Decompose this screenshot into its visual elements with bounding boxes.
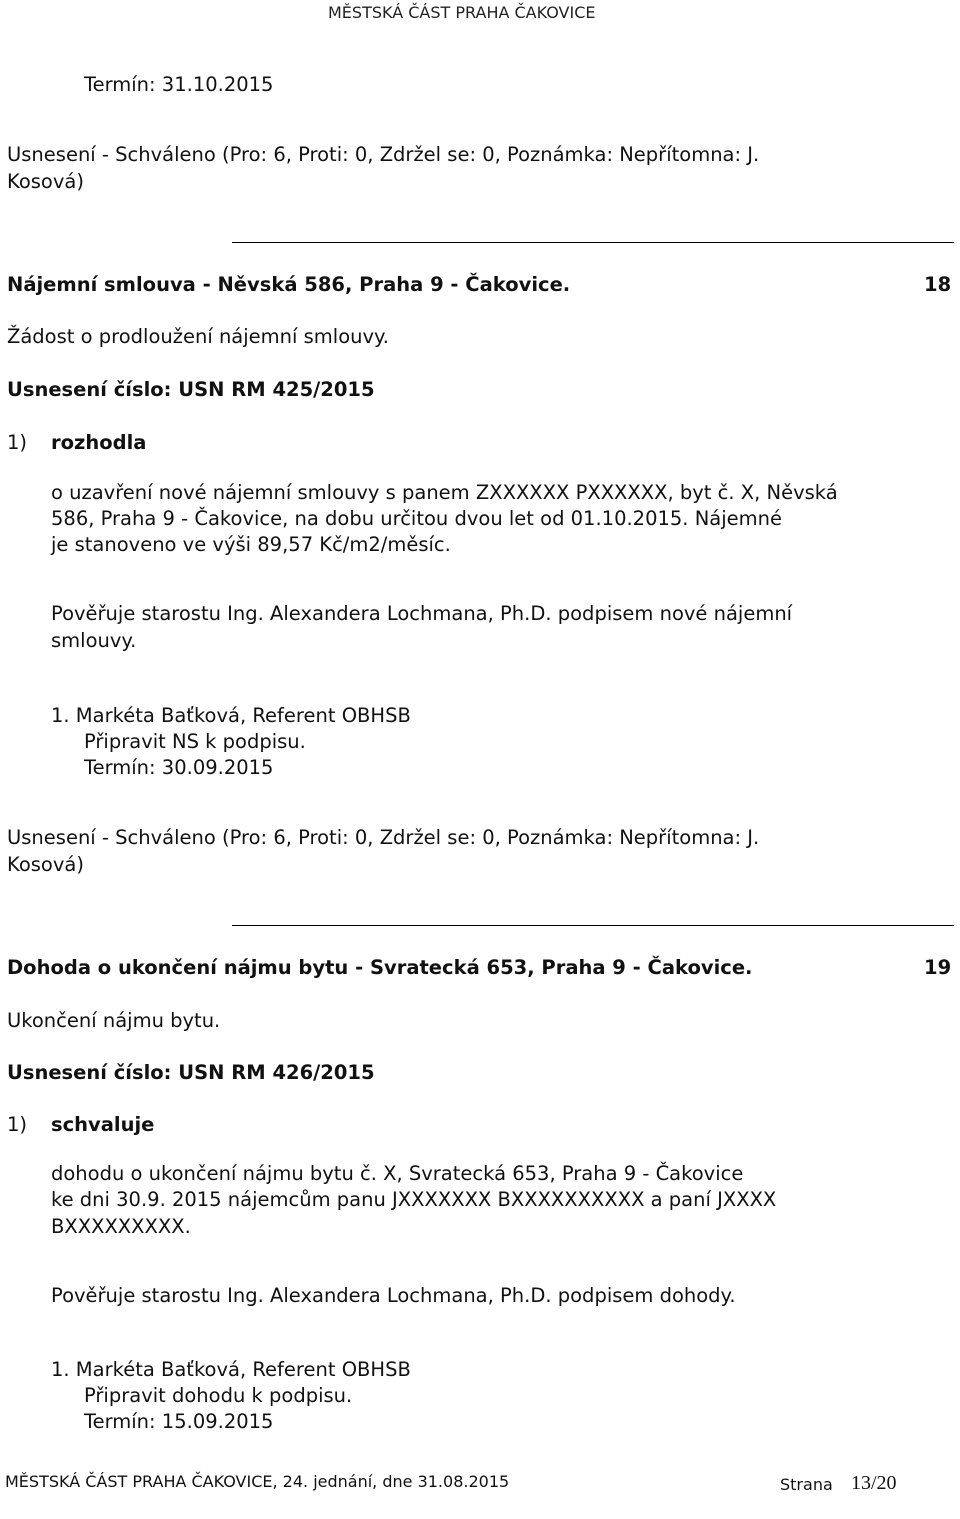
resolution-result-cont: Kosová) [7,853,84,876]
task-deadline: Termín: 15.09.2015 [84,1410,274,1433]
task-assignee: 1. Markéta Baťková, Referent OBHSB [51,704,411,727]
resolution-body-line: je stanoveno ve výši 89,57 Kč/m2/měsíc. [51,533,451,556]
authorization-line: smlouvy. [51,629,137,652]
item-number: 19 [924,956,952,979]
resolution-number: Usnesení číslo: USN RM 425/2015 [7,378,375,401]
task-description: Připravit dohodu k podpisu. [84,1384,353,1407]
task-description: Připravit NS k podpisu. [84,730,306,753]
section-divider [232,242,954,243]
task-assignee: 1. Markéta Baťková, Referent OBHSB [51,1358,411,1381]
section-divider [232,925,954,926]
resolution-body-line: o uzavření nové nájemní smlouvy s panem ZXXXXXX PXXXXXX, byt č. X, Něvská [51,481,838,504]
point-verb: rozhodla [51,431,147,454]
resolution-number: Usnesení číslo: USN RM 426/2015 [7,1061,375,1084]
resolution-body-line: BXXXXXXXXX. [51,1215,191,1238]
item-subtitle: Žádost o prodloužení nájemní smlouvy. [7,325,389,348]
authorization-line: Pověřuje starostu Ing. Alexandera Lochmana, Ph.D. podpisem nové nájemní [51,602,793,625]
authorization-line: Pověřuje starostu Ing. Alexandera Lochmana, Ph.D. podpisem dohody. [51,1284,736,1307]
page-header: MĚSTSKÁ ČÁST PRAHA ČAKOVICE [328,3,596,22]
point-number: 1) [7,431,28,454]
item-number: 18 [924,273,952,296]
resolution-result: Usnesení - Schváleno (Pro: 6, Proti: 0, Zdržel se: 0, Poznámka: Nepřítomna: J. [7,143,760,166]
resolution-body-line: 586, Praha 9 - Čakovice, na dobu určitou dvou let od 01.10.2015. Nájemné [51,507,783,530]
item-subtitle: Ukončení nájmu bytu. [7,1009,221,1032]
item-title: Dohoda o ukončení nájmu bytu - Svratecká 653, Praha 9 - Čakovice. [7,956,753,979]
item-title: Nájemní smlouva - Něvská 586, Praha 9 - Čakovice. [7,273,571,296]
page-number: 13/20 [851,1472,897,1494]
resolution-body-line: ke dni 30.9. 2015 nájemcům panu JXXXXXXX BXXXXXXXXXX a paní JXXXX [51,1188,777,1211]
resolution-result-cont: Kosová) [7,170,84,193]
resolution-result: Usnesení - Schváleno (Pro: 6, Proti: 0, Zdržel se: 0, Poznámka: Nepřítomna: J. [7,826,760,849]
resolution-body-line: dohodu o ukončení nájmu bytu č. X, Svratecká 653, Praha 9 - Čakovice [51,1162,744,1185]
deadline-text: Termín: 31.10.2015 [84,73,274,96]
footer-text: MĚSTSKÁ ČÁST PRAHA ČAKOVICE, 24. jednání, dne 31.08.2015 [5,1472,510,1491]
point-number: 1) [7,1113,28,1136]
task-deadline: Termín: 30.09.2015 [84,756,274,779]
point-verb: schvaluje [51,1113,155,1136]
page-label: Strana [780,1475,833,1494]
